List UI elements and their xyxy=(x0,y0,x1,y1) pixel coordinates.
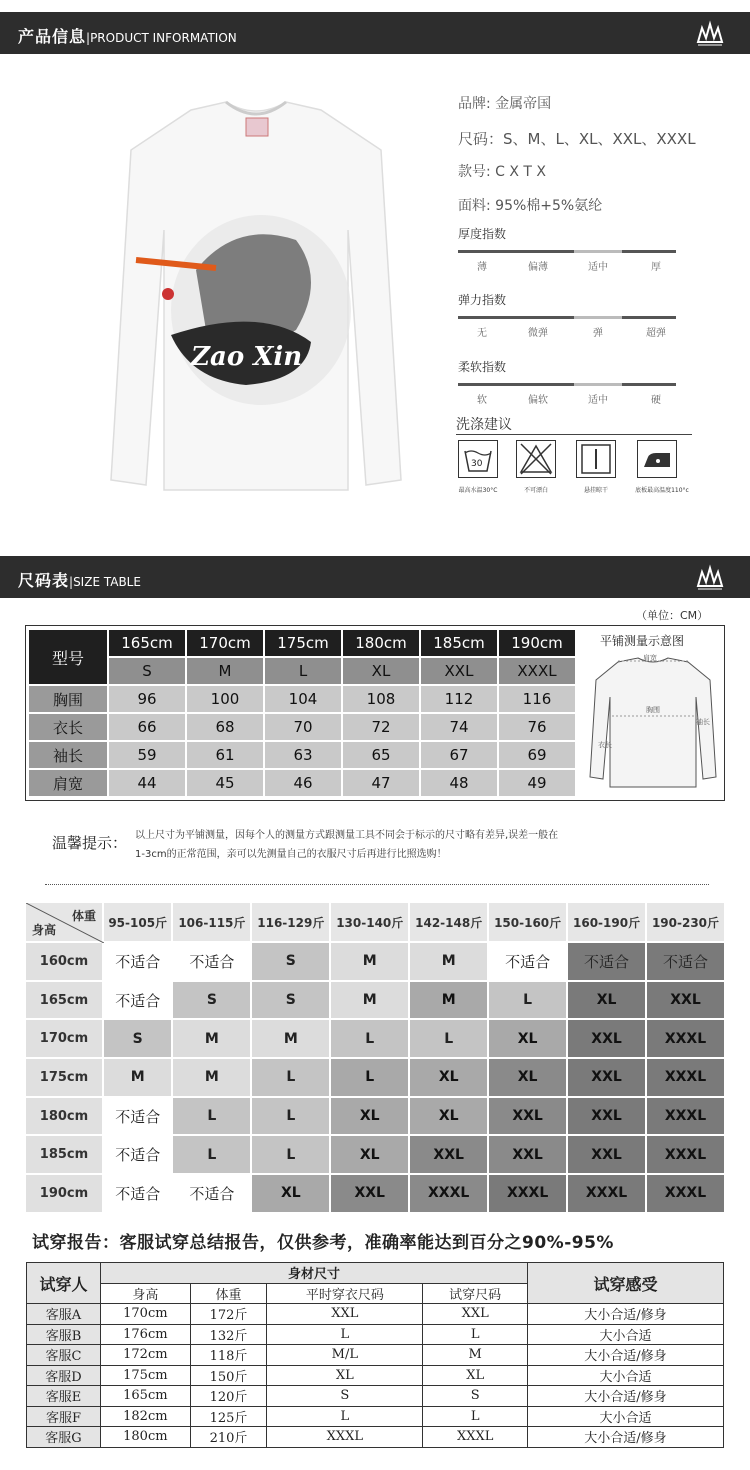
col-usual-size: 平时穿衣尺码 xyxy=(267,1283,423,1304)
wash-caption-temp: 最高水温30°C xyxy=(458,487,498,494)
table-row: 客服C 172cm 118斤 M/L M 大小合适/修身 xyxy=(27,1345,724,1366)
table-row: 胸围 96 100 104 108 112 116 xyxy=(28,685,576,713)
size-xxl: XXL xyxy=(420,657,498,685)
table-row: 190cm 不适合 不适合 XL XXL XXXL XXXL XXXL XXXL xyxy=(25,1174,725,1213)
weight-col: 95-105斤 xyxy=(103,902,172,942)
table-row: 175cm M M L L XL XL XXL XXXL xyxy=(25,1058,725,1097)
table-row: 客服D 175cm 150斤 XL XL 大小合适 xyxy=(27,1365,724,1386)
shirt-print-text: Zao Xin xyxy=(191,342,303,372)
elasticity-scale: 无 微弹 弹 超弹 xyxy=(458,316,676,336)
svg-text:肩宽: 肩宽 xyxy=(643,654,657,662)
size-m: M xyxy=(186,657,264,685)
table-row: 客服E 165cm 120斤 S S 大小合适/修身 xyxy=(27,1386,724,1407)
weight-col: 160-190斤 xyxy=(567,902,646,942)
table-row: 160cm 不适合 不适合 S M M 不适合 不适合 不适合 xyxy=(25,942,725,981)
dotted-divider xyxy=(45,884,709,885)
tip-line1: 以上尺寸为平铺测量，因每个人的测量方式跟测量工具不同会于标示的尺寸略有差异,误差一般在 xyxy=(135,830,559,841)
wash-caption-bleach: 不可漂白 xyxy=(523,487,548,494)
table-row: 170cm S M M L L XL XXL XXXL xyxy=(25,1019,725,1058)
wash-caption-iron: 底板最高温度110°c xyxy=(635,487,689,494)
table-row: 客服G 180cm 210斤 XXXL XXXL 大小合适/修身 xyxy=(27,1427,724,1448)
table-row: 衣长 66 68 70 72 74 76 xyxy=(28,713,576,741)
wash-title: 洗涤建议 xyxy=(456,417,512,433)
measurement-diagram xyxy=(588,652,718,794)
col-body-size: 身材尺寸 xyxy=(101,1263,528,1284)
tshirt-image xyxy=(96,80,416,500)
table-row: 袖长 59 61 63 65 67 69 xyxy=(28,741,576,769)
thickness-scale: 薄 偏薄 适中 厚 xyxy=(458,250,676,270)
tip-line2: 1-3cm的正常范围，亲可以先测量自己的衣服尺寸后再进行比照选购！ xyxy=(135,849,447,860)
svg-text:胸围: 胸围 xyxy=(646,706,660,714)
table-row: 客服A 170cm 172斤 XXL XXL 大小合适/修身 xyxy=(27,1304,724,1325)
table-row: 165cm 不适合 S S M M L XL XXL xyxy=(25,981,725,1020)
weight-col: 130-140斤 xyxy=(330,902,409,942)
col-feel: 试穿感受 xyxy=(528,1263,724,1304)
height-170: 170cm xyxy=(186,629,264,657)
svg-text:30: 30 xyxy=(471,459,483,469)
table-row: 客服F 182cm 125斤 L L 大小合适 xyxy=(27,1406,724,1427)
product-info-header xyxy=(0,12,750,54)
diagram-title: 平铺测量示意图 xyxy=(600,634,685,648)
size-xl: XL xyxy=(342,657,420,685)
weight-col: 116-129斤 xyxy=(251,902,330,942)
height-190: 190cm xyxy=(498,629,576,657)
no-bleach-icon xyxy=(516,440,556,478)
softness-title: 柔软指数 xyxy=(458,360,507,374)
size-table xyxy=(27,628,577,798)
wash-30-icon xyxy=(458,440,498,478)
table-row: 180cm 不适合 L L XL XL XXL XXL XXXL xyxy=(25,1097,725,1136)
softness-scale: 软 偏软 适中 硬 xyxy=(458,383,676,403)
col-tried-size: 试穿尺码 xyxy=(423,1283,528,1304)
weight-col: 190-230斤 xyxy=(646,902,725,942)
svg-text:袖长: 袖长 xyxy=(696,718,710,726)
col-person: 试穿人 xyxy=(27,1263,101,1304)
fit-table-corner: 体重 身高 xyxy=(25,902,103,942)
table-row: 185cm 不适合 L L XL XXL XXL XXL XXXL xyxy=(25,1135,725,1174)
height-165: 165cm xyxy=(108,629,186,657)
col-height: 身高 xyxy=(101,1283,191,1304)
size-s: S xyxy=(108,657,186,685)
wash-caption-dry: 悬挂晾干 xyxy=(583,487,608,494)
sizes-line: 尺码：S、M、L、XL、XXL、XXXL xyxy=(458,130,696,148)
size-xxxl: XXXL xyxy=(498,657,576,685)
crown-logo-icon xyxy=(692,20,728,48)
thickness-title: 厚度指数 xyxy=(458,227,507,241)
weight-col: 106-115斤 xyxy=(172,902,251,942)
trial-table xyxy=(26,1262,724,1448)
product-info-title: 产品信息|PRODUCT INFORMATION xyxy=(18,27,237,46)
size-table-title: 尺码表|SIZE TABLE xyxy=(18,571,141,590)
tip-label: 温馨提示： xyxy=(52,834,128,852)
height-185: 185cm xyxy=(420,629,498,657)
fabric-line: 面料: 95%棉+5%氨纶 xyxy=(458,198,603,214)
height-180: 180cm xyxy=(342,629,420,657)
svg-text:衣长: 衣长 xyxy=(598,741,612,749)
style-number-line: 款号: C X T X xyxy=(458,164,547,180)
table-row: 客服B 176cm 132斤 L L 大小合适 xyxy=(27,1324,724,1345)
trial-report-title: 试穿报告：客服试穿总结报告，仅供参考，准确率能达到百分之90%-95% xyxy=(32,1233,614,1253)
weight-col: 150-160斤 xyxy=(488,902,567,942)
elasticity-title: 弹力指数 xyxy=(458,293,507,307)
weight-col: 142-148斤 xyxy=(409,902,488,942)
unit-label: （单位：CM） xyxy=(636,609,709,622)
height-175: 175cm xyxy=(264,629,342,657)
fit-table xyxy=(24,901,726,1214)
iron-110-icon xyxy=(637,440,677,478)
table-row: 肩宽 44 45 46 47 48 49 xyxy=(28,769,576,797)
size-table-header xyxy=(0,556,750,598)
col-weight: 体重 xyxy=(190,1283,267,1304)
crown-logo-icon xyxy=(692,564,728,592)
size-table-corner: 型号 xyxy=(28,629,108,685)
hang-dry-icon xyxy=(576,440,616,478)
brand-line: 品牌: 金属帝国 xyxy=(458,96,552,112)
size-l: L xyxy=(264,657,342,685)
